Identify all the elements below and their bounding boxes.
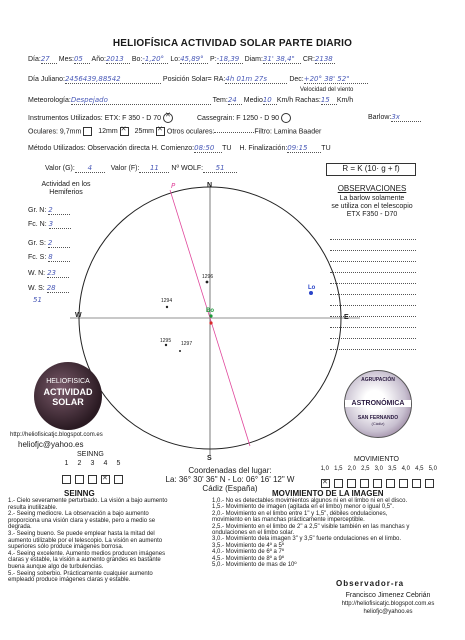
diam-value[interactable]: 31' 38,4" (263, 55, 301, 64)
metodo-row (28, 144, 458, 153)
bo-label: Bo: (131, 56, 143, 63)
gr-s-value[interactable]: 2 (48, 239, 70, 248)
temp-label: Tem: (212, 97, 228, 104)
mov-item-6: 3,5.- Movimiento de 4º a 5º (212, 542, 285, 549)
gr-n-label: Gr. N: (28, 207, 47, 214)
juliano-label: Día Juliano: (28, 76, 65, 83)
g-value[interactable]: 4 (75, 164, 105, 173)
julian-row (28, 75, 448, 84)
w-s-value[interactable]: 28 (47, 284, 69, 293)
dia-label: Día: (28, 56, 41, 63)
cassegrain-checkbox[interactable] (281, 113, 291, 123)
seeing-header: SEINNG (64, 489, 95, 498)
posicion-label: Posición Solar= RA: (162, 76, 226, 83)
metodo-label: Método Utilizados: Observación directa H. Comienzo: (28, 145, 195, 152)
ocular-25-checkbox[interactable] (156, 127, 165, 136)
juliano-value[interactable]: 2456439,88542 (65, 75, 161, 84)
hemis-title-2: Hemiferios (49, 189, 83, 196)
date-row (28, 55, 448, 64)
mov-item-5: 3,0.- Movimiento dela imagen 3" y 3,5" fuerte ondulaciones en el limbo. (212, 536, 402, 543)
mov-num-3: 2,0 (347, 466, 356, 472)
hemis-title-1: Actividad en los (41, 181, 91, 188)
ra-value[interactable]: 4h 01m 27s (225, 75, 287, 84)
fc-n-row (28, 220, 71, 229)
medio-value[interactable]: 10 (263, 96, 277, 105)
rachas-label: Rachas: (295, 97, 321, 104)
ocular-9-checkbox[interactable] (83, 127, 92, 136)
mov-num-1: 1,0 (320, 466, 329, 472)
spot-label-1297: 1297 (181, 341, 193, 347)
logo-line-1: HELIOFISICA (46, 378, 90, 385)
movimiento-header: MOVIMIENTO DE LA IMAGEN (272, 489, 384, 498)
bo-value[interactable]: -1,20° (142, 55, 168, 64)
observer-email[interactable]: heliofjc@yahoo.es (363, 609, 413, 615)
mov-num-8: 4,5 (415, 466, 424, 472)
agrupacion-bot: SAN FERNANDO (357, 415, 399, 421)
seeing-item-1: 1.- Cielo severamente perturbado. La visión a bajo aumento resulta inutilizable. (8, 498, 168, 511)
dec-label: Dec: (289, 76, 304, 83)
tu-label-2: TU (321, 145, 331, 152)
seeing-title: SEINNG (77, 451, 104, 458)
wolf-value[interactable]: 51 (203, 164, 237, 173)
seeing-box-5[interactable] (114, 475, 123, 484)
fc-n-label: Fc. N: (28, 221, 47, 228)
seeing-num-3: 3 (90, 460, 95, 467)
etx-checkbox[interactable] (163, 113, 173, 123)
fc-s-label: Fc. S: (28, 254, 47, 261)
mov-item-7: 4,0.- Movimiento de 6º a 7º (212, 549, 285, 556)
observer-name: Francisco Jimenez Cebrián (345, 592, 431, 599)
mov-box-9[interactable] (425, 479, 434, 488)
gr-n-row (28, 206, 70, 215)
blog-link[interactable]: http://heliofisicatjc.blogspot.com.es (10, 432, 103, 438)
south-label: S (207, 455, 212, 462)
seeing-num-1: 1 (64, 460, 69, 467)
spot-1295 (165, 344, 167, 346)
p-value[interactable]: -18,39 (217, 55, 243, 64)
obs-line-2: se utiliza con el telescopio (331, 203, 413, 210)
filtro-label: Filtro: Lamina Baader (254, 128, 322, 136)
lo-label: Lo: (170, 56, 181, 63)
seeing-num-4: 4 (103, 460, 108, 467)
mov-box-3[interactable] (347, 479, 356, 488)
seeing-list (8, 498, 170, 584)
mov-box-7[interactable] (399, 479, 408, 488)
wolf-formula: R = K (10· g + f) (326, 163, 416, 176)
seeing-num-5: 5 (116, 460, 121, 467)
oculares-row (28, 127, 458, 136)
rachas-value[interactable]: 15 (321, 96, 337, 105)
meteo-row (28, 96, 448, 105)
barlow-value[interactable]: 3x (391, 113, 421, 122)
fc-s-value[interactable]: 8 (48, 253, 70, 262)
w-n-row (28, 269, 69, 278)
mov-num-9: 5,0 (428, 466, 437, 472)
center-marker (209, 321, 212, 324)
tu-label: TU (222, 145, 232, 152)
cr-value[interactable]: 2138 (315, 55, 335, 64)
movimiento-scale (318, 466, 458, 472)
medio-label: Medio (243, 97, 263, 104)
seeing-box-1[interactable] (62, 475, 71, 484)
agrupacion-mid: ASTRONÓMICA (345, 400, 411, 407)
f-label: Valor (F): (110, 165, 140, 172)
mov-item-4: 2,5.- Movimiento en el limbo de 2" a 2,5" visible también en las manchas y ondulaciones en el limbo solar. (212, 523, 410, 537)
fin-label: H. Finalización: (239, 145, 288, 152)
mov-box-6[interactable] (386, 479, 395, 488)
wolf-label: Nº WOLF: (171, 165, 204, 172)
spot-1296 (206, 281, 209, 284)
spot-1294 (166, 306, 168, 308)
cassegrain-label: Cassegrain: F 1250 - D 90 (196, 114, 280, 122)
coords-title: Coordenadas del lugar: (188, 466, 272, 475)
north-label: N (207, 182, 213, 189)
bo-label: Bo (206, 308, 214, 314)
etx-label: Instrumentos Utilizados: ETX: F 350 - D 70 (28, 114, 162, 122)
w-s-row (28, 284, 69, 293)
mes-label: Mes: (58, 56, 74, 63)
meteo-label: Meteorología: (28, 97, 71, 104)
mov-item-9: 5,0.- Movimiento de mas de 10º (212, 562, 297, 569)
fc-n-value[interactable]: 3 (49, 220, 71, 229)
movimiento-list (212, 498, 418, 568)
w-s-label: W. S: (28, 285, 45, 292)
spot-label-1294: 1294 (161, 298, 173, 304)
mov-item-2: 1,5.- Movimiento de imagen (agitada en el limbo) menor o igual 0,5". (212, 504, 394, 511)
obs-line-1: La barlow solamente (339, 195, 405, 202)
solar-disk-drawing (70, 180, 400, 470)
mov-num-7: 4,0 (401, 466, 410, 472)
mov-box-8[interactable] (412, 479, 421, 488)
mov-num-4: 2,5 (361, 466, 370, 472)
w-n-label: W. N: (28, 270, 46, 277)
gr-s-row (28, 239, 70, 248)
mov-item-1: 1,0.- No es detectables movimientos algunos ni en el limbo ni en el disco. (212, 498, 408, 504)
logo-line-2: ACTIVIDAD (43, 387, 93, 397)
seeing-scale (60, 460, 140, 468)
mov-num-2: 1,5 (334, 466, 343, 472)
agrupacion-city: (Cádiz) (371, 421, 385, 426)
mes-value[interactable]: 05 (74, 55, 90, 64)
ocular-12-label: 12mm (98, 128, 118, 136)
gr-n-value[interactable]: 2 (48, 206, 70, 215)
kmh-label-2: Km/h (336, 97, 354, 104)
seeing-box-4[interactable] (101, 475, 110, 484)
ano-label: Año: (91, 56, 106, 63)
kmh-label: Km/h (276, 97, 294, 104)
coords-value: La: 36° 30' 36" N - Lo: 06° 16' 12" W (165, 475, 295, 484)
mov-box-1[interactable] (321, 479, 330, 488)
mov-item-8: 4,5.- Movimiento de 8º a 9º (212, 555, 285, 562)
f-value[interactable]: 11 (139, 164, 169, 173)
obs-line-3: ETX F350 - D70 (346, 211, 398, 218)
lo-label: Lo (308, 285, 316, 291)
ocular-12-checkbox[interactable] (120, 127, 129, 136)
fin-value[interactable]: 09:15 (287, 144, 321, 153)
valores-row (45, 164, 237, 173)
cr-label: CR: (302, 56, 315, 63)
ano-value[interactable]: 2013 (106, 55, 130, 64)
fc-s-row (28, 253, 70, 262)
dia-value[interactable]: 27 (41, 55, 57, 64)
observer-label: Observador-ra (336, 579, 405, 588)
seeing-num-2: 2 (77, 460, 82, 467)
seeing-box-2[interactable] (75, 475, 84, 484)
spot-label-1296: 1296 (202, 274, 214, 280)
east-label: E (344, 314, 349, 321)
mov-box-2[interactable] (334, 479, 343, 488)
observer-url[interactable]: http://heliofisicatjc.blogspot.com.es (341, 601, 435, 607)
seeing-item-3: 3.- Seeing bueno. Se puede emplear hasta la mitad del aumento utilizable por el telescopio. La visión en aumento superiores sólo produce imágenes borrosa. (8, 530, 163, 551)
w-n-value[interactable]: 23 (47, 269, 69, 278)
seeing-item-5: 5.- Seeing soberbio. Prácticamente cualquier aumento empleado produce imágenes claras y estable. (8, 570, 153, 584)
west-label: W (75, 312, 82, 319)
viento-label: Velocidad del viento (300, 87, 354, 93)
agrupacion-logo (344, 370, 412, 438)
meteo-value[interactable]: Despejado (71, 96, 211, 105)
temp-value[interactable]: 24 (228, 96, 242, 105)
g-label: Valor (G): (45, 165, 75, 172)
spot-1297 (179, 350, 181, 352)
diam-label: Diam: (244, 56, 263, 63)
ocular-9-label: Oculares: 9,7mm (28, 128, 82, 136)
seeing-checkboxes (62, 471, 123, 489)
agrupacion-top: AGRUPACIÓN (361, 377, 395, 383)
mov-num-5: 3,0 (374, 466, 383, 472)
dec-value[interactable]: +20° 38' 52" (304, 75, 368, 84)
p-label: P: (210, 56, 217, 63)
barlow-group (368, 113, 421, 122)
seeing-item-4: 4.- Seeing excelente. Aumento medios producen imágenes claras y estable, la visión a aumento grandes es bastante buena aunque algo de turbulencias. (8, 550, 166, 570)
heliofisica-logo (34, 362, 102, 430)
ocular-25-label: 25mm (134, 128, 155, 136)
barlow-label: Barlow: (368, 114, 392, 121)
mov-item-3: 2,0.- Movimiento en el limbo entre 1" y 1,5", débiles ondulaciones, movimiento en las manchas prácticamente imperceptible. (212, 510, 388, 524)
gr-s-label: Gr. S: (28, 240, 46, 247)
seeing-item-2: 2.- Seeing mediocre. La observación a bajo aumento proporciona una visión clara y estable, pero a medio se degrada. (8, 511, 156, 531)
logo-line-3: SOLAR (52, 397, 84, 407)
comienzo-value[interactable]: 08:50 (194, 144, 222, 153)
page-title: HELIOFÍSICA ACTIVIDAD SOLAR PARTE DIARIO (112, 38, 353, 49)
mov-num-6: 3,5 (388, 466, 397, 472)
observaciones-title: OBSERVACIONES (337, 184, 407, 193)
w-total-value: 51 (33, 296, 42, 304)
mov-box-4[interactable] (360, 479, 369, 488)
otros-label: Otros oculares: (166, 128, 215, 136)
p-label: P (171, 182, 176, 190)
movimiento-title: MOVIMIENTO (354, 456, 399, 463)
seeing-box-3[interactable] (88, 475, 97, 484)
coords-place: Cádiz (España) (202, 484, 258, 493)
email-link[interactable]: heliofjc@yahoo.es (18, 440, 84, 449)
lo-value[interactable]: 45,89° (180, 55, 208, 64)
spot-label-1295: 1295 (160, 338, 172, 344)
mov-box-5[interactable] (373, 479, 382, 488)
